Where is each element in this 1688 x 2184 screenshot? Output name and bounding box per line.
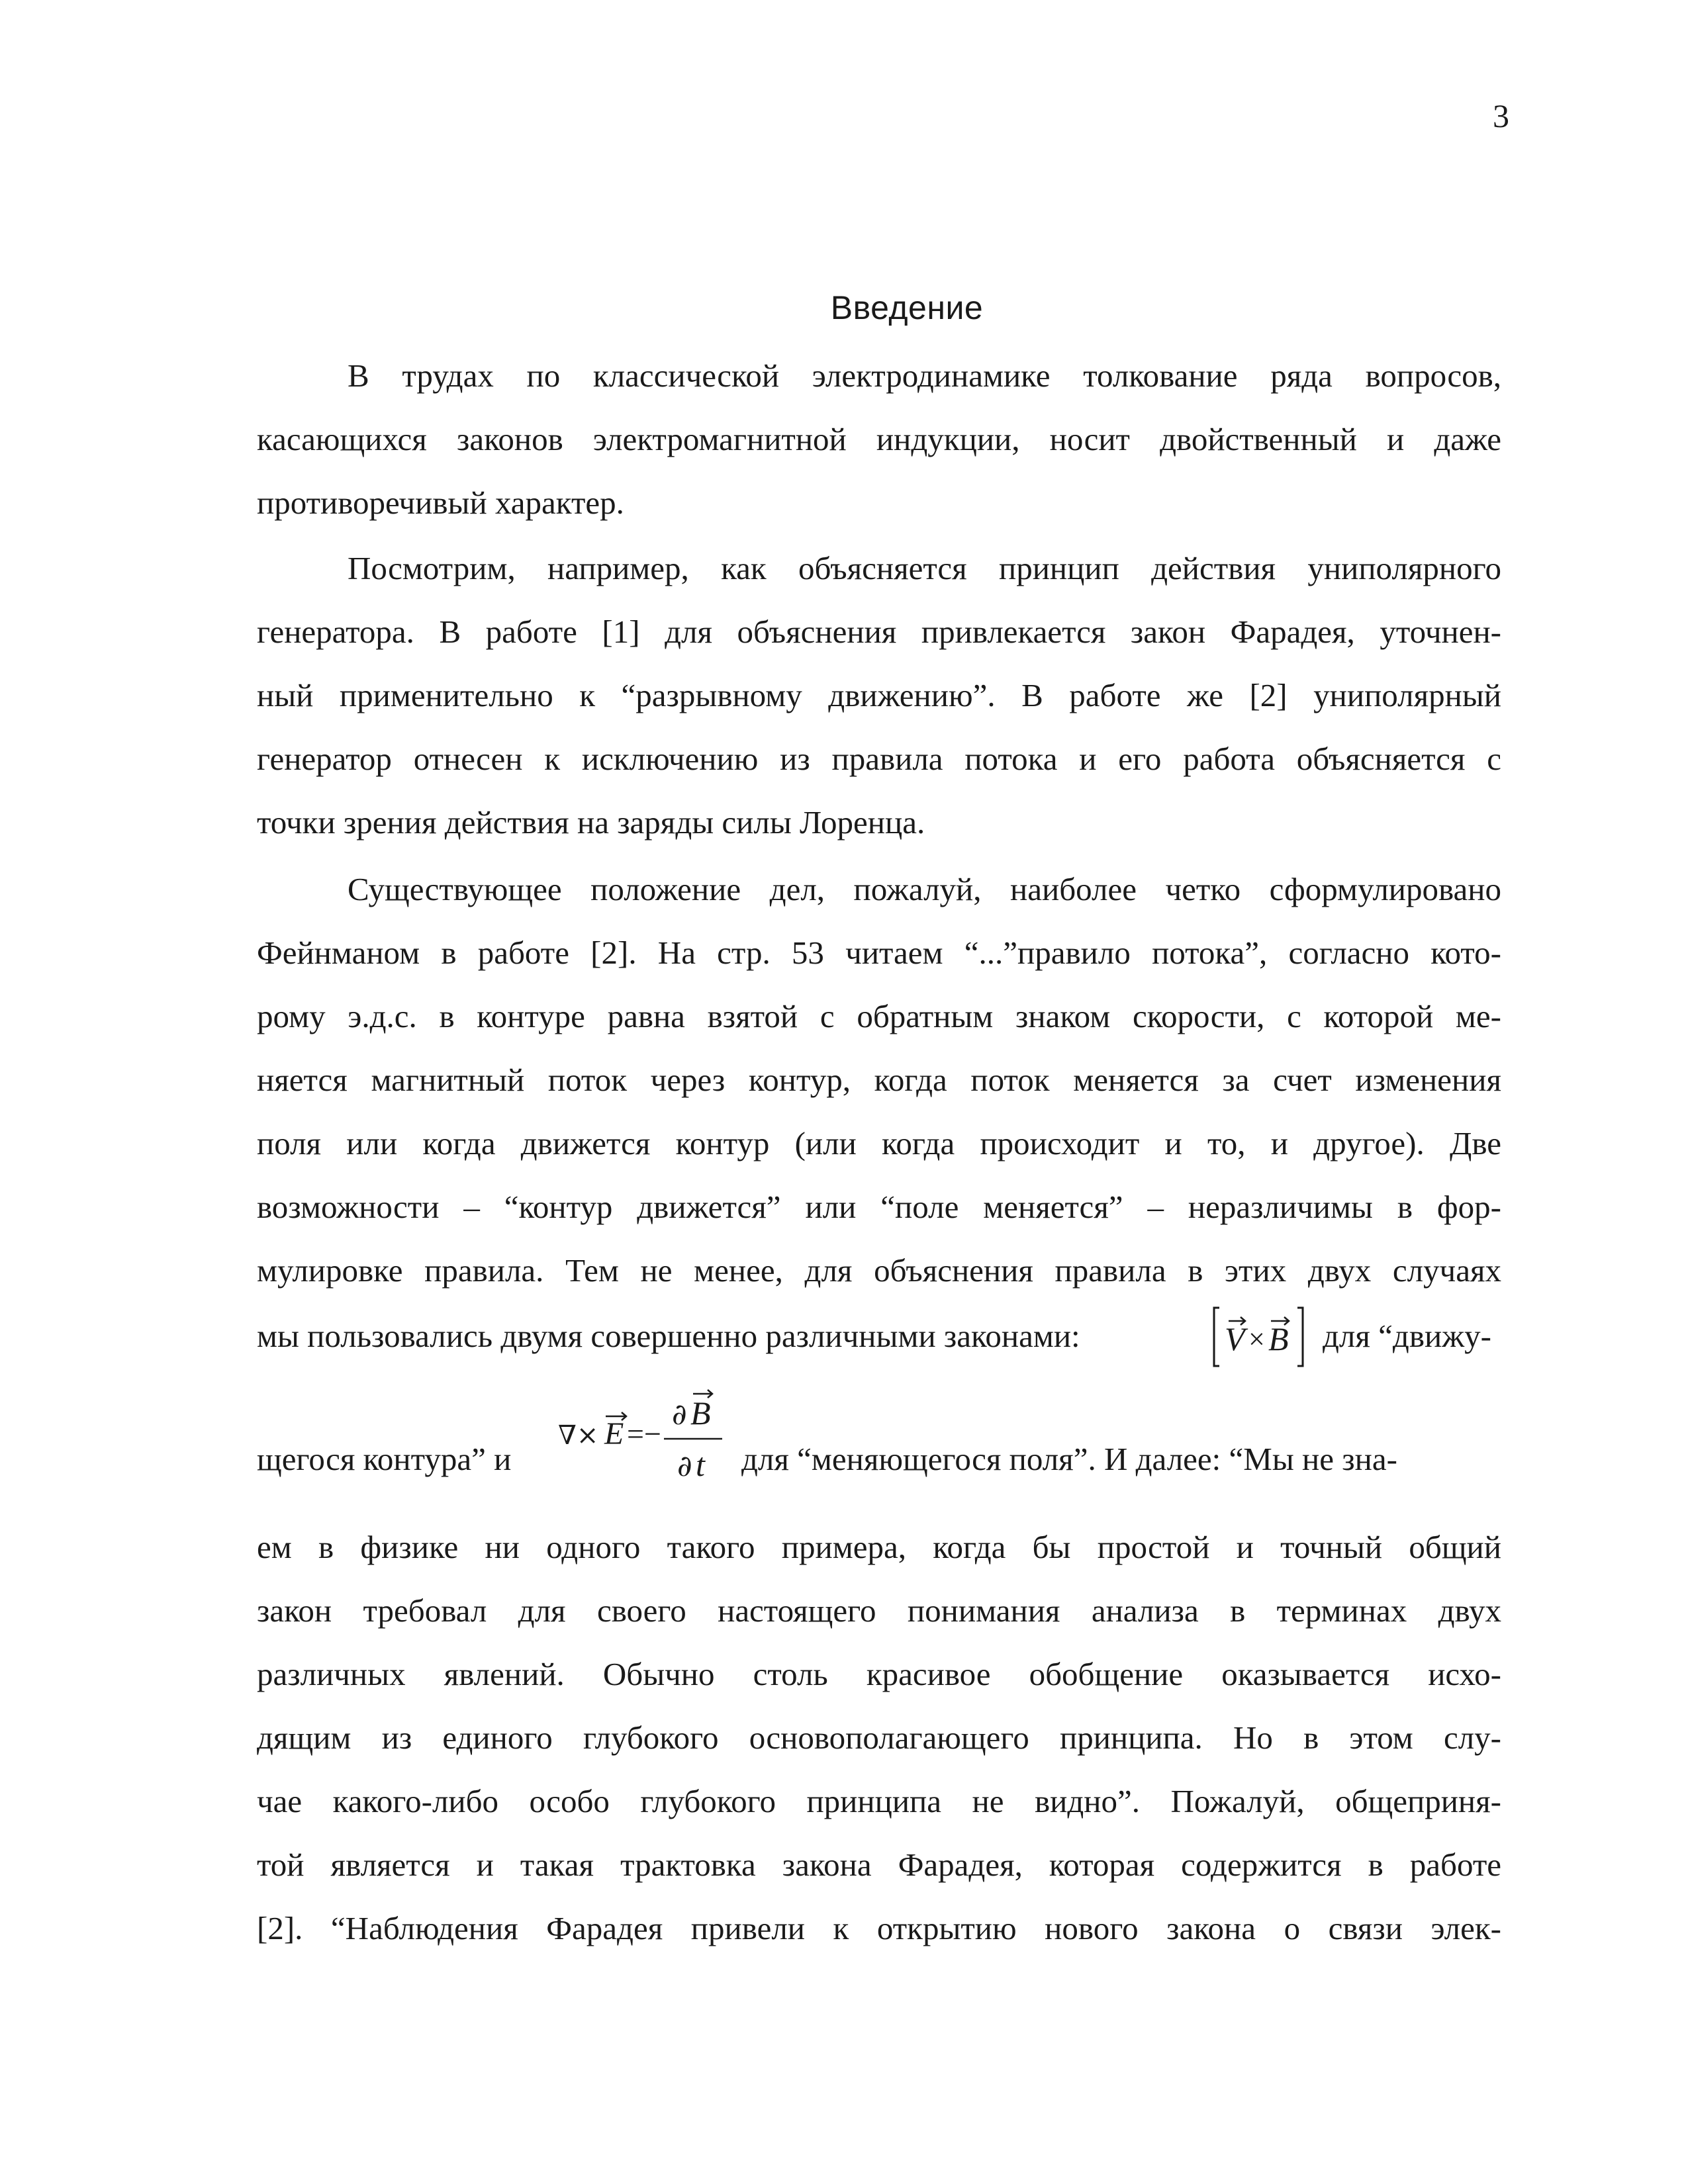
text-line: [2]. “Наблюдения Фарадея привели к открытию нового закона о связи элек-	[257, 1910, 1501, 1946]
text-line: противоречивый характер.	[257, 484, 624, 521]
text-line: няется магнитный поток через контур, когда поток меняется за счет изменения	[257, 1062, 1501, 1098]
formula-line-lorentz	[257, 1305, 1501, 1371]
svg-text:E: E	[604, 1416, 624, 1451]
text-line: Посмотрим, например, как объясняется принцип действия униполярного	[348, 550, 1501, 586]
text-line: генератор отнесен к исключению из правила потока и его работа объясняется с	[257, 741, 1501, 777]
text-line: точки зрения действия на заряды силы Лоренца.	[257, 804, 925, 841]
text-line: закон требовал для своего настоящего понимания анализа в терминах двух	[257, 1592, 1501, 1629]
section-heading: Введение	[830, 289, 984, 326]
svg-text:∇×: ∇×	[558, 1420, 599, 1451]
text-line: ный применительно к “разрывному движению”. В работе же [2] униполярный	[257, 677, 1501, 713]
text-line: возможности – “контур движется” или “поле меняется” – неразличимы в фор-	[257, 1189, 1501, 1225]
text-line: Фейнманом в работе [2]. На стр. 53 читаем “...”правило потока”, согласно кото-	[257, 934, 1501, 971]
lorentz-formula	[1210, 1304, 1309, 1367]
text-line: касающихся законов электромагнитной индукции, носит двойственный и даже	[257, 421, 1501, 457]
paragraph-3	[257, 858, 1501, 1302]
text-segment: мы пользовались двумя совершенно различными законами:	[257, 1318, 1080, 1354]
svg-text:B: B	[690, 1394, 711, 1432]
text-line: В трудах по классической электродинамике толкование ряда вопросов,	[348, 357, 1501, 394]
text-segment: для “движу-	[1323, 1318, 1491, 1354]
text-segment: для “меняющегося поля”. И далее: “Мы не зна-	[741, 1441, 1397, 1477]
svg-text:∂: ∂	[672, 1398, 687, 1432]
text-line: рому э.д.с. в контуре равна взятой с обратным знаком скорости, с которой ме-	[257, 998, 1501, 1034]
text-line: той является и такая трактовка закона Фарадея, которая содержится в работе	[257, 1846, 1501, 1883]
text-line: дящим из единого глубокого основополагающего принципа. Но в этом слу-	[257, 1719, 1501, 1756]
text-line: поля или когда движется контур (или когда происходит и то, и другое). Две	[257, 1125, 1501, 1161]
text-line: генератора. В работе [1] для объяснения привлекается закон Фарадея, уточнен-	[257, 614, 1501, 650]
text-line: мулировке правила. Тем не менее, для объяснения правила в этих двух случаях	[257, 1252, 1501, 1289]
text-line: Существующее положение дел, пожалуй, наиболее четко сформулировано	[348, 871, 1501, 907]
page-number: 3	[1493, 97, 1509, 134]
formula-line-faraday	[257, 1383, 1501, 1509]
svg-text:B: B	[1268, 1320, 1289, 1357]
svg-text:=−: =−	[627, 1417, 661, 1451]
text-line: ем в физике ни одного такого примера, когда бы простой и точный общий	[257, 1529, 1501, 1565]
text-line: чае какого-либо особо глубокого принципа не видно”. Пожалуй, общеприня-	[257, 1783, 1501, 1819]
svg-text:V: V	[1225, 1320, 1245, 1357]
text-segment: щегося контура” и	[257, 1441, 512, 1477]
paragraph-1	[257, 344, 1501, 535]
svg-text:t: t	[696, 1446, 705, 1483]
svg-text:∂: ∂	[677, 1449, 692, 1483]
paragraph-2	[257, 537, 1501, 854]
text-line: различных явлений. Обычно столь красивое обобщение оказывается исхо-	[257, 1656, 1501, 1692]
lorentz-bracket-formula	[1210, 1304, 1309, 1370]
faraday-formula	[558, 1383, 730, 1514]
paragraph-3-continued	[257, 1516, 1501, 1960]
faraday-law-formula	[558, 1383, 730, 1509]
svg-text:×: ×	[1248, 1323, 1265, 1355]
